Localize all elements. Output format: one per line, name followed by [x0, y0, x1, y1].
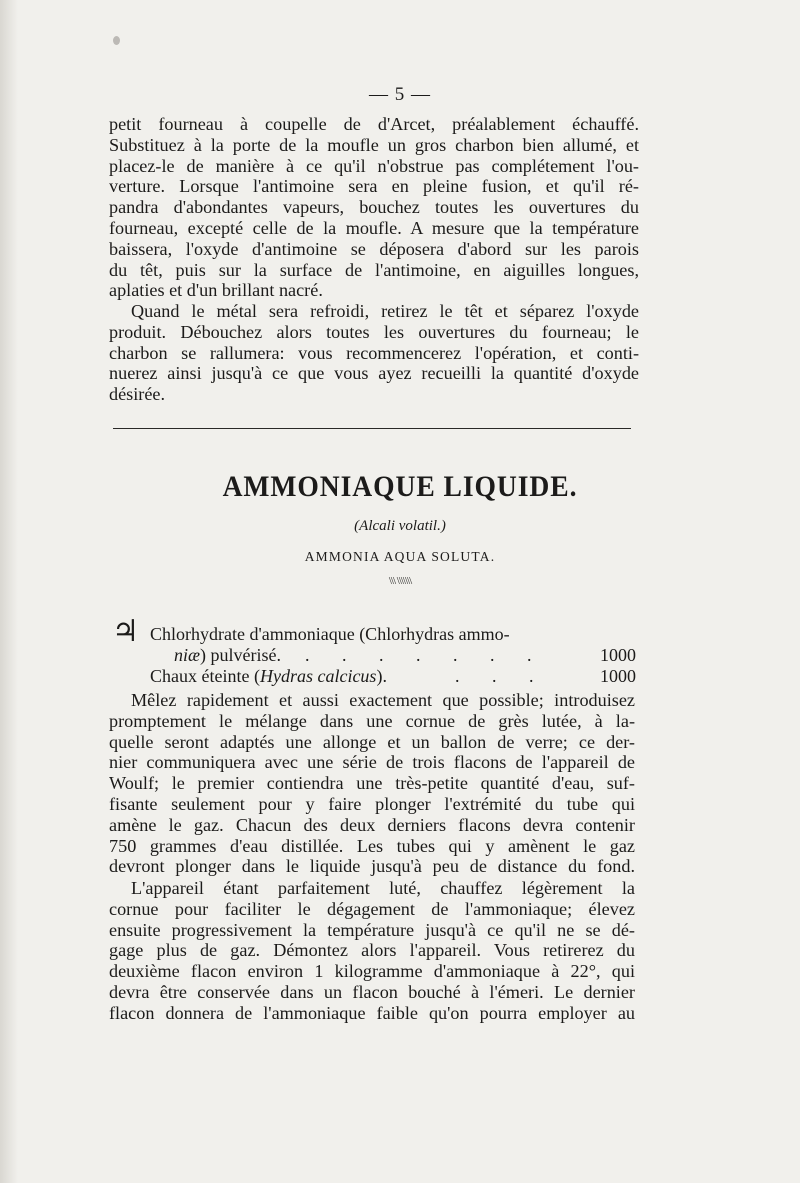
text-line: fourneau, excepté celle de la moufle. A mesure que la température: [109, 217, 639, 238]
recipe-item-name: ) pulvérisé.: [200, 645, 281, 665]
text-line: nuerez ainsi jusqu'à ce que vous ayez recueilli la quantité d'oxyde: [109, 363, 639, 384]
text-line: fisante seulement pour y faire plonger l'extrémité du tube qui: [109, 793, 635, 814]
text-line: cornue pour faciliter le dégagement de l'ammoniaque; élevez: [109, 898, 635, 919]
second-paragraph: [109, 301, 639, 405]
section-subtitle: (Alcali volatil.): [354, 518, 446, 534]
section-title: AMMONIAQUE LIQUIDE.: [222, 470, 578, 503]
recipe-item-amount: 1000: [600, 645, 636, 665]
text-line: quelle seront adaptés une allonge et un ballon de verre; ce der-: [109, 731, 635, 752]
text-line: verture. Lorsque l'antimoine sera en pleine fusion, et qu'il ré-: [109, 176, 639, 197]
leader-dots: . . .: [455, 666, 548, 686]
recipe-item-name: Chlorhydrate d'ammoniaque (Chlorhydras ammo-: [150, 624, 510, 644]
page-number: — 5 —: [369, 84, 431, 105]
text-line: promptement le mélange dans une cornue de grès lutée, à la-: [109, 710, 635, 731]
intro-paragraph: [109, 114, 639, 301]
recipe-item-latin: niæ: [174, 645, 201, 665]
recipe-item-amount: 1000: [600, 666, 636, 686]
recipe-item: [150, 624, 636, 645]
text-line: désirée.: [109, 384, 166, 405]
recipe-item: [150, 666, 636, 687]
text-line: flacon donnera de l'ammoniaque faible qu'on pourra employer au: [109, 1002, 635, 1023]
text-line: amène le gaz. Chacun des deux derniers flacons devra contenir: [109, 814, 635, 835]
text-line: 750 grammes d'eau distillée. Les tubes qui y amènent le gaz: [109, 835, 635, 856]
ink-spot: [113, 36, 120, 45]
recipe-list: [150, 624, 636, 687]
text-line: placez-le de manière à ce qu'il n'obstrue pas complétement l'ou-: [109, 155, 639, 176]
text-line: du têt, puis sur la surface de l'antimoine, en aiguilles longues,: [109, 259, 639, 280]
text-line: devront plonger dans le liquide jusqu'à peu de distance du fond.: [109, 856, 635, 877]
text-line: devra être conservée dans un flacon bouché à l'émeri. Le dernier: [109, 981, 635, 1002]
text-line: pandra d'abondantes vapeurs, bouchez toutes les ouvertures du: [109, 197, 639, 218]
ornament-divider: \\\ \\\\\\\: [388, 575, 412, 587]
text-line: Mêlez rapidement et aussi exactement que possible; introduisez: [131, 690, 635, 710]
recipe-symbol-icon: ♃: [112, 615, 139, 648]
text-line: Quand le métal sera refroidi, retirez le têt et séparez l'oxyde: [131, 301, 639, 321]
text-line: produit. Débouchez alors toutes les ouvertures du fourneau; le: [109, 321, 639, 342]
text-line: gage plus de gaz. Démontez alors l'appareil. Vous retirerez du: [109, 940, 635, 961]
latin-name: AMMONIA AQUA SOLUTA.: [304, 549, 496, 564]
text-line: ensuite progressivement la température jusqu'à ce qu'il ne se dé-: [109, 919, 635, 940]
section-divider: [113, 428, 631, 429]
procedure-paragraph: [109, 690, 635, 877]
text-line: L'appareil étant parfaitement luté, chauffez légèrement la: [131, 878, 635, 898]
text-line: deuxième flacon environ 1 kilogramme d'ammoniaque à 22°, qui: [109, 961, 635, 982]
recipe-item-latin: Hydras calcicus: [259, 666, 377, 686]
text-line: Substituez à la porte de la moufle un gros charbon bien allumé, et: [109, 134, 639, 155]
recipe-item: [150, 645, 636, 666]
text-line: aplaties et d'un brillant nacré.: [109, 280, 323, 301]
text-line: Woulf; le premier contiendra une très-petite quantité d'eau, suf-: [109, 773, 635, 794]
text-line: baissera, l'oxyde d'antimoine se déposera d'abord sur les parois: [109, 238, 639, 259]
closing-paragraph: [109, 878, 635, 1024]
recipe-item-name: ).: [376, 666, 387, 686]
text-line: charbon se rallumera: vous recommencerez l'opération, et conti-: [109, 342, 639, 363]
recipe-item-name: Chaux éteinte (: [150, 666, 260, 686]
leader-dots: . . . . . . .: [305, 645, 546, 665]
text-line: nier communiquera avec une série de trois flacons de l'appareil de: [109, 752, 635, 773]
text-line: petit fourneau à coupelle de d'Arcet, préalablement échauffé.: [109, 114, 639, 134]
